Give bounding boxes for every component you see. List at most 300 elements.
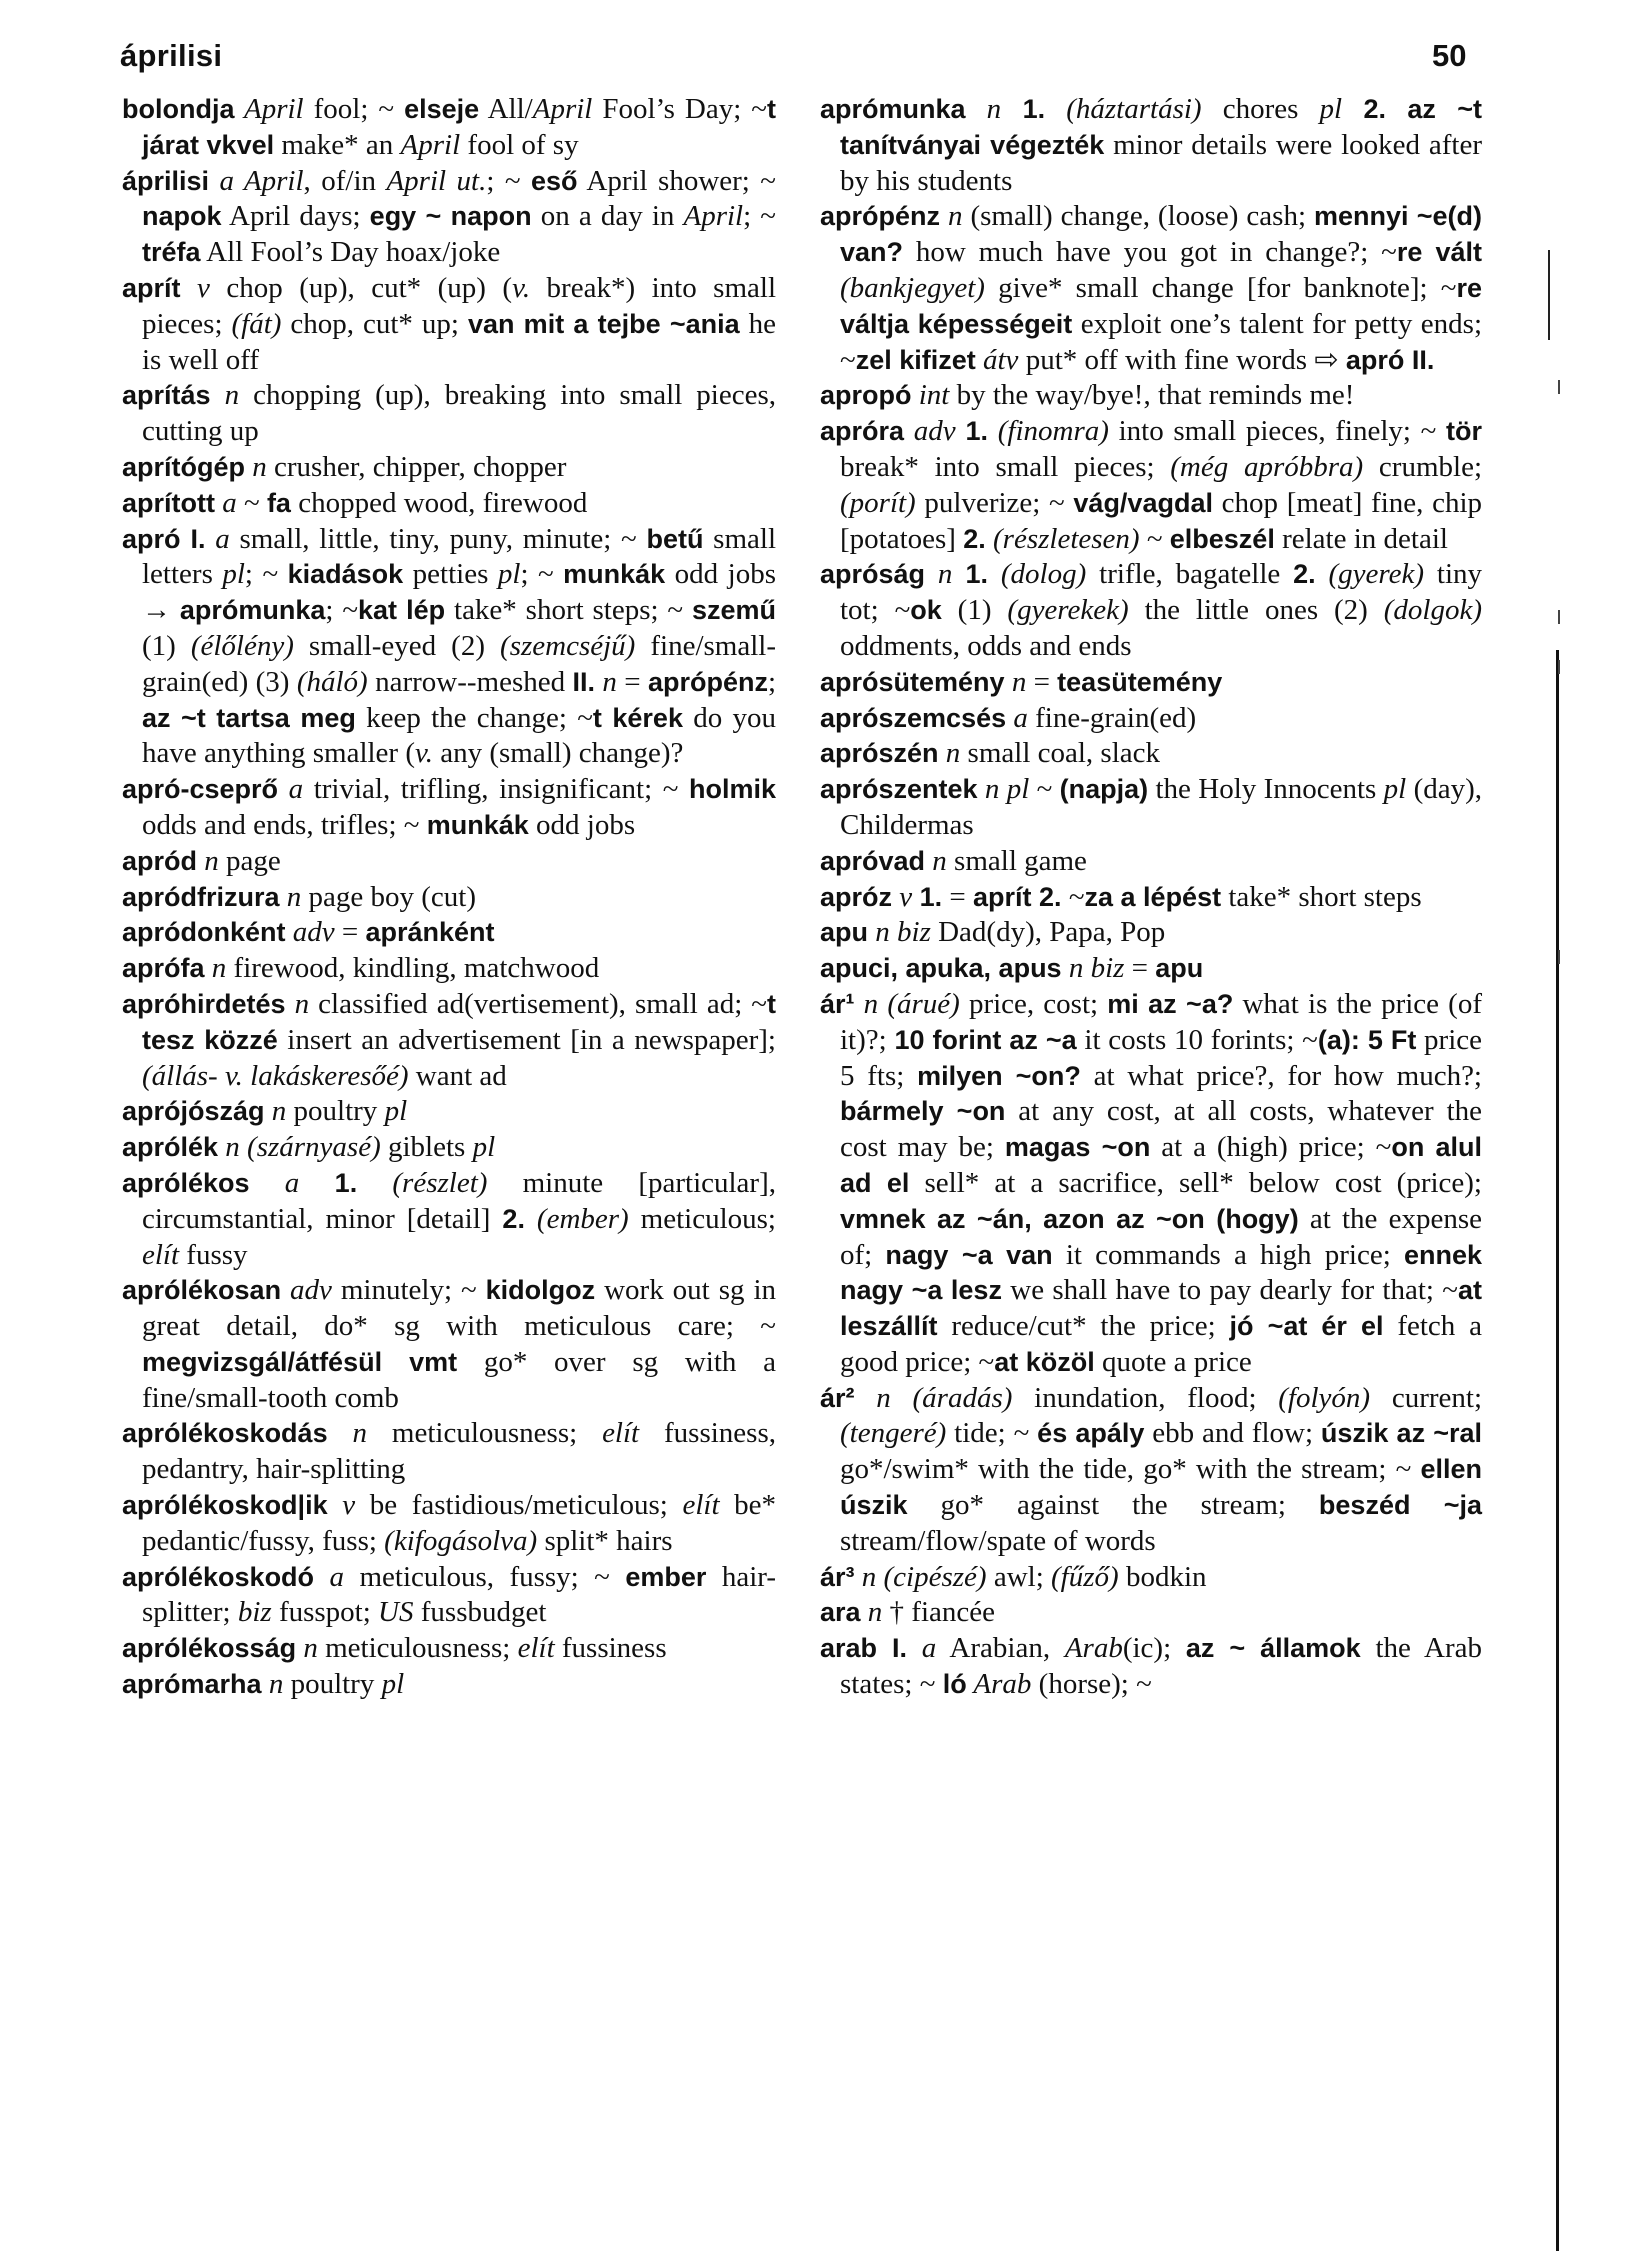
italic-text: n — [938, 737, 961, 770]
italic-text: v. — [415, 737, 433, 770]
definition-text: fetch a good price; ~ — [840, 1310, 1482, 1378]
definition-text: ~ — [236, 486, 267, 519]
dictionary-entry — [820, 1381, 1482, 1560]
definition-text: odd jobs — [528, 808, 636, 841]
definition-text: at any cost, at all costs, whatever the cost may be; — [840, 1095, 1482, 1164]
headword-text: aprópénz — [647, 666, 768, 697]
italic-text: April — [683, 200, 744, 233]
headword-text: aprítás — [122, 380, 211, 411]
definition-text: † fiancée — [882, 1596, 995, 1629]
dictionary-entry — [820, 92, 1482, 199]
dictionary-entry — [122, 1094, 776, 1130]
dictionary-entry — [820, 557, 1482, 664]
headword-text: ár² — [820, 1382, 855, 1413]
definition-text: ebb and flow; — [1144, 1417, 1321, 1450]
definition-text: fussiness — [554, 1632, 667, 1665]
definition-text: minor details were looked after by his students — [840, 128, 1482, 197]
definition-text: = — [942, 880, 974, 913]
headword-text: az ~ államok — [1185, 1633, 1361, 1664]
headword-text: apu — [1155, 953, 1204, 984]
italic-text: a — [1006, 701, 1028, 734]
headword-text: egy ~ napon — [369, 201, 532, 232]
italic-text: pl — [1319, 93, 1343, 125]
headword-text: kat lép — [358, 595, 446, 626]
definition-text: meticulousness; — [367, 1417, 603, 1450]
italic-text: n — [940, 200, 963, 233]
dictionary-entry — [820, 665, 1482, 701]
headword-text: jó ~at ér el — [1229, 1311, 1384, 1342]
headword-text: apróz — [820, 881, 893, 912]
headword-text: magas ~on — [1004, 1132, 1151, 1163]
headword-text: re váltja képességeit — [840, 272, 1482, 339]
definition-text: April shower; ~ — [577, 164, 776, 197]
definition-text: the little ones (2) — [1128, 594, 1384, 627]
dictionary-entry — [122, 1560, 776, 1632]
headword-text: apróra — [820, 416, 905, 447]
italic-text: (részlet) — [357, 1166, 488, 1199]
dictionary-entry — [122, 92, 776, 164]
definition-text: price 5 fts; — [840, 1023, 1483, 1092]
italic-text: n pl — [977, 773, 1030, 806]
headword-text: at leszállít — [840, 1275, 1482, 1342]
definition-text: fool of sy — [460, 128, 579, 161]
definition-text: fusspot; — [271, 1596, 379, 1629]
italic-text: a — [214, 486, 237, 519]
definition-text: sell* at a sacrifice, sell* below cost (price); — [909, 1166, 1482, 1199]
scan-mark — [1558, 610, 1560, 624]
definition-text: All/ — [479, 93, 533, 125]
definition-text: exploit one’s talent for petty ends; ~ — [840, 307, 1483, 376]
dictionary-entry — [122, 1416, 776, 1488]
definition-text: fool; ~ — [303, 93, 405, 125]
dictionary-entry — [122, 486, 776, 522]
headword-text: 1. — [952, 559, 989, 590]
italic-text: n — [197, 844, 219, 877]
headword-text: aprólékoskodás — [122, 1418, 328, 1449]
definition-text: chop, cut* up; — [281, 307, 468, 340]
headword-text: aprólékosság — [122, 1633, 297, 1664]
headword-text: aprólékoskod|ik — [122, 1490, 328, 1521]
italic-text: biz — [237, 1596, 272, 1629]
headword-text: apródonként — [122, 917, 286, 948]
headword-text: mennyi ~e(d) van? — [840, 201, 1483, 268]
definition-text: reduce/cut* the price; — [937, 1310, 1230, 1343]
italic-text: v. — [512, 271, 531, 304]
headword-text: 2. — [963, 523, 986, 554]
italic-text: a — [314, 1560, 345, 1593]
definition-text: oddments, odds and ends — [840, 629, 1132, 662]
scan-mark — [1558, 380, 1560, 394]
headword-text: és apály — [1037, 1418, 1145, 1449]
dictionary-entry — [122, 772, 776, 844]
definition-text: ; ~ — [325, 594, 359, 627]
headword-text: at közöl — [994, 1346, 1095, 1377]
definition-text: (small) change, (loose) cash; — [962, 200, 1314, 233]
definition-text: what is the price (of it)?; — [840, 987, 1483, 1056]
italic-text: (állás- v. lakáskeresőé) — [142, 1059, 409, 1092]
dictionary-entry — [820, 736, 1482, 772]
dictionary-entry — [122, 450, 776, 486]
headword-text: milyen ~on? — [917, 1060, 1081, 1091]
definition-text: it commands a high price; — [1052, 1238, 1404, 1271]
italic-text: pl — [497, 558, 521, 591]
headword-text: aprított — [122, 487, 215, 518]
italic-text: (fűző) — [1051, 1560, 1119, 1593]
definition-text: crusher, chipper, chopper — [266, 450, 567, 483]
headword-text: t tesz közzé — [142, 988, 776, 1055]
headword-text: aprómarha — [122, 1669, 262, 1700]
headword-text: apu — [820, 917, 869, 948]
italic-text: (kifogásolva) — [384, 1524, 538, 1557]
definition-text: ; — [767, 665, 777, 698]
definition-text: quote a price — [1094, 1345, 1252, 1378]
headword-text: aprójószág — [122, 1096, 265, 1127]
italic-text: April — [400, 128, 461, 161]
definition-text: tiny tot; ~ — [840, 558, 1483, 627]
definition-text: how much have you got in change?; ~ — [903, 236, 1397, 269]
headword-text: bármely ~on — [840, 1096, 1006, 1127]
headword-text: ok — [910, 595, 942, 626]
dictionary-entry — [820, 880, 1482, 916]
italic-text: pl — [1383, 773, 1407, 806]
dictionary-entry — [122, 951, 776, 987]
definition-text: keep the change; ~ — [355, 701, 593, 734]
headword-text: elseje — [404, 94, 480, 124]
italic-text: (porít) — [840, 486, 916, 519]
italic-text: (még apróbbra) — [1170, 450, 1364, 483]
italic-text: (háztartási) — [1045, 93, 1202, 125]
definition-text: ~ — [1061, 880, 1085, 913]
headword-text: zel kifizet — [855, 344, 976, 375]
definition-text: fussiness, pedantry, hair-splitting — [142, 1417, 776, 1486]
italic-text: n (szárnyasé) — [218, 1131, 381, 1164]
headword-text: napok — [142, 201, 222, 232]
definition-text: (1) — [941, 594, 1008, 627]
headword-text: aprószemcsés — [820, 702, 1007, 733]
headword-text: apránként — [365, 917, 495, 948]
headword-text: 2. — [1293, 559, 1316, 590]
headword-text: arab I. — [820, 1633, 908, 1664]
headword-text: 1. — [1001, 94, 1046, 124]
headword-text: aprít — [122, 272, 181, 303]
dictionary-entry — [820, 1560, 1482, 1596]
dictionary-entry — [122, 378, 776, 450]
definition-text: take* short steps — [1221, 880, 1422, 913]
headword-text: aprómunka — [820, 94, 966, 124]
definition-text: stream/flow/spate of words — [840, 1524, 1156, 1557]
italic-text: n — [1004, 665, 1027, 698]
definition-text: giblets — [380, 1131, 473, 1164]
headword-text: aprólékosan — [122, 1275, 282, 1306]
definition-text: chop (up), cut* (up) ( — [209, 271, 513, 304]
definition-text: odds and ends, trifles; ~ — [142, 808, 427, 841]
definition-text: go* against the stream; — [907, 1489, 1319, 1522]
definition-text: = — [1026, 665, 1058, 698]
headword-text: 2. — [502, 1203, 525, 1234]
definition-text: ; ~ — [743, 200, 776, 233]
definition-text: minute [particular], circumstantial, minor [detail] — [142, 1166, 776, 1235]
definition-text: on a day in — [531, 200, 684, 233]
definition-text: poultry — [286, 1095, 385, 1128]
definition-text: hair-splitter; — [142, 1560, 777, 1629]
definition-text: he is well off — [142, 307, 777, 376]
italic-text: n — [327, 1417, 367, 1450]
italic-text: pl — [384, 1095, 408, 1128]
definition-text: do you have anything smaller ( — [142, 701, 776, 770]
definition-text: ; ~ — [520, 558, 564, 591]
italic-text: n — [245, 450, 267, 483]
italic-text: (fát) — [231, 307, 282, 340]
italic-text: April ut. — [386, 164, 487, 197]
italic-text: átv — [975, 343, 1019, 376]
dictionary-entry — [122, 880, 776, 916]
headword-text: ember — [625, 1561, 707, 1592]
headword-text: (napja) — [1059, 774, 1149, 805]
italic-text: a April — [209, 164, 304, 197]
definition-text: go* over sg with a fine/small-tooth comb — [142, 1345, 776, 1414]
definition-text: = — [1124, 952, 1156, 985]
headword-text: munkák — [426, 809, 529, 840]
definition-text: want ad — [408, 1059, 507, 1092]
headword-text: áprilisi — [122, 165, 210, 196]
dictionary-entry — [820, 772, 1482, 844]
italic-text: (dolog) — [988, 558, 1087, 591]
headword-text: bolondja — [122, 94, 235, 124]
headword-text: ár¹ — [820, 988, 855, 1019]
definition-text: by the way/bye!, that reminds me! — [949, 379, 1355, 412]
headword-text: 1. — [955, 416, 989, 447]
definition-text: break* into small pieces; — [840, 450, 1171, 483]
italic-text: v — [180, 271, 210, 304]
definition-text: firewood, kindling, matchwood — [226, 952, 600, 985]
italic-text: elít — [682, 1489, 720, 1522]
definition-text: it costs 10 forints; ~ — [1076, 1023, 1318, 1056]
headword-text: re vált — [1396, 237, 1482, 268]
definition-text: ~ — [1029, 773, 1060, 806]
definition-text: go*/swim* with the tide, go* with the stream; ~ — [840, 1453, 1421, 1486]
definition-text: bodkin — [1118, 1560, 1207, 1593]
definition-text: trivial, trifling, insignificant; ~ — [303, 773, 689, 806]
headword-text: mi az ~a? — [1107, 988, 1234, 1019]
definition-text: meticulous, fussy; ~ — [344, 1560, 626, 1593]
definition-text: price, cost; — [959, 987, 1108, 1020]
left-column — [122, 92, 776, 1703]
dictionary-entry — [122, 1130, 776, 1166]
dictionary-entry — [820, 915, 1482, 951]
definition-text: April days; — [221, 200, 370, 233]
definition-text: the Arab states; ~ — [840, 1632, 1482, 1701]
definition-text: small coal, slack — [960, 737, 1161, 770]
headword-text: nagy ~a van — [885, 1239, 1053, 1270]
definition-text: tide; ~ — [946, 1417, 1038, 1450]
definition-text: small letters — [142, 522, 777, 591]
headword-text: aprólék — [122, 1132, 219, 1163]
definition-text: poultry — [283, 1668, 382, 1701]
scan-mark — [1558, 950, 1560, 964]
italic-text: n (cipészé) — [854, 1560, 987, 1593]
headword-text: ara — [820, 1597, 861, 1628]
italic-text: n (áradás) — [854, 1381, 1013, 1414]
definition-text: fussbudget — [413, 1596, 547, 1629]
definition-text: give* small change [for banknote]; ~ — [984, 271, 1457, 304]
italic-text: (tengeré) — [840, 1417, 947, 1450]
italic-text: n biz — [868, 916, 931, 949]
italic-text: elít — [142, 1238, 180, 1271]
italic-text: pl — [222, 558, 245, 591]
dictionary-entry — [122, 844, 776, 880]
headword-text: munkák — [563, 559, 666, 590]
headword-text: ló — [942, 1669, 967, 1700]
headword-text: apuci, apuka, apus — [820, 953, 1062, 984]
definition-text: any (small) change)? — [432, 737, 684, 770]
headword-text: kiadások — [287, 559, 404, 590]
definition-text: Dad(dy), Papa, Pop — [930, 916, 1166, 949]
definition-text: insert an advertisement [in a newspaper]; — [277, 1023, 776, 1056]
headword-text: beszéd ~ja — [1318, 1490, 1482, 1521]
definition-text: Arabian, — [936, 1632, 1065, 1665]
definition-text: take* short steps; ~ — [445, 594, 692, 627]
italic-text: n — [296, 1632, 318, 1665]
definition-text: (day), Childermas — [840, 773, 1483, 841]
headword-text: úszik az ~ral — [1320, 1418, 1482, 1449]
headword-text: szemű — [691, 595, 777, 626]
italic-text: n — [204, 952, 227, 985]
dictionary-entry — [122, 915, 776, 951]
definition-text: crumble; — [1363, 450, 1483, 483]
guide-word: áprilisi — [120, 38, 223, 73]
headword-text: van mit a tejbe ~ania — [467, 308, 740, 339]
definition-text: work out sg in great detail, do* sg with meticulous care; ~ — [142, 1274, 777, 1343]
italic-text: a — [278, 773, 304, 806]
italic-text: Arab — [1064, 1632, 1123, 1665]
definition-text: All Fool’s Day hoax/joke — [200, 236, 501, 269]
dictionary-entry — [820, 414, 1482, 557]
definition-text: (horse); ~ — [1031, 1668, 1152, 1701]
definition-text: page boy (cut) — [301, 880, 477, 913]
definition-text: split* hairs — [537, 1524, 673, 1557]
headword-text: aprófa — [122, 953, 205, 984]
definition-text: at what price?, for how much?; — [1080, 1059, 1482, 1092]
scan-mark — [1548, 250, 1550, 340]
headword-text: apróhirdetés — [122, 988, 286, 1019]
dictionary-entry — [820, 1631, 1482, 1703]
definition-text: (ic); — [1122, 1632, 1186, 1665]
headword-text: aprópénz — [820, 201, 941, 232]
headword-text: apróvad — [820, 845, 926, 876]
definition-text: petties — [403, 558, 498, 591]
headword-text: aprítógép — [122, 451, 246, 482]
definition-text: ; ~ — [486, 164, 531, 197]
dictionary-entry — [122, 164, 776, 271]
definition-text: meticulousness; — [317, 1632, 518, 1665]
dictionary-entry — [122, 987, 776, 1094]
definition-text: at the expense of; — [840, 1202, 1482, 1271]
italic-text: (folyón) — [1278, 1381, 1371, 1414]
headword-text: 10 forint az ~a — [894, 1024, 1077, 1055]
headword-text: apropó — [820, 380, 912, 411]
italic-text: v — [892, 880, 913, 913]
definition-text: chopped wood, firewood — [290, 486, 588, 519]
italic-text: (gyerekek) — [1007, 594, 1129, 627]
headword-text: vág/vagdal — [1073, 487, 1213, 518]
italic-text: (részletesen) — [985, 522, 1140, 555]
headword-text: 1. — [299, 1167, 358, 1198]
italic-text: n — [925, 844, 947, 877]
definition-text: be* pedantic/fussy, fuss; — [142, 1489, 776, 1557]
dictionary-entry — [122, 522, 776, 773]
headword-text: ennek nagy ~a lesz — [840, 1239, 1482, 1306]
definition-text: pulverize; ~ — [915, 486, 1074, 519]
headword-text: apró-cseprő — [122, 774, 279, 805]
definition-text: Fool’s Day; ~ — [592, 93, 768, 125]
definition-text: narrow--meshed — [367, 665, 573, 698]
definition-text: relate in detail — [1274, 522, 1448, 555]
definition-text: be fastidious/meticulous; — [355, 1489, 683, 1522]
scan-mark — [1558, 660, 1560, 674]
italic-text: (ember) — [524, 1202, 629, 1235]
italic-text: (dolgok) — [1383, 594, 1482, 627]
dictionary-entry — [820, 844, 1482, 880]
headword-text: elbeszél — [1169, 523, 1275, 554]
definition-text: meticulous; — [628, 1202, 776, 1235]
definition-text: page — [218, 844, 281, 877]
definition-text: small game — [946, 844, 1087, 877]
page-number: 50 — [1432, 38, 1467, 73]
dictionary-entry — [122, 1631, 776, 1667]
definition-text: small-eyed (2) — [293, 629, 501, 662]
italic-text: elít — [602, 1417, 640, 1450]
italic-text: n (árué) — [854, 987, 960, 1020]
definition-text: chores — [1201, 93, 1320, 125]
definition-text: ; ~ — [244, 558, 288, 591]
dictionary-entry — [122, 1488, 776, 1560]
italic-text: (háló) — [296, 665, 368, 698]
italic-text: adv — [285, 916, 335, 949]
definition-text: (1) — [142, 629, 191, 662]
definition-text: odd jobs → — [142, 558, 777, 627]
dictionary-entry — [122, 1166, 776, 1273]
italic-text: (finomra) — [988, 415, 1109, 448]
headword-text: aprószentek — [820, 774, 978, 805]
headword-text: ár³ — [820, 1561, 855, 1592]
italic-text: (bankjegyet) — [840, 271, 985, 304]
dictionary-entry — [820, 199, 1482, 378]
headword-text: ellen úszik — [840, 1454, 1482, 1521]
definition-text: at a (high) price; ~ — [1150, 1131, 1392, 1164]
definition-text: fussy — [179, 1238, 248, 1271]
headword-text: tör — [1446, 416, 1482, 447]
italic-text: US — [378, 1596, 414, 1629]
definition-text: into small pieces, finely; ~ — [1108, 415, 1446, 448]
italic-text: April — [532, 93, 593, 125]
italic-text: (élőlény) — [190, 629, 294, 662]
italic-text: n — [279, 880, 302, 913]
headword-text: eső — [531, 165, 578, 196]
italic-text: n — [261, 1668, 284, 1701]
definition-text: current; — [1370, 1381, 1483, 1414]
right-column — [820, 92, 1482, 1703]
italic-text: pl — [381, 1668, 405, 1701]
italic-text: Arab — [966, 1668, 1032, 1701]
italic-text: n biz — [1061, 952, 1125, 985]
definition-text: break*) into small pieces; — [142, 271, 777, 340]
headword-text: za a lépést — [1084, 881, 1222, 912]
headword-text: aprómunka — [179, 595, 326, 626]
headword-text: 2. az ~t tanítványai végezték — [840, 94, 1483, 160]
dictionary-entry — [820, 987, 1482, 1381]
dictionary-entry — [122, 1667, 776, 1703]
italic-text: April — [234, 93, 304, 125]
